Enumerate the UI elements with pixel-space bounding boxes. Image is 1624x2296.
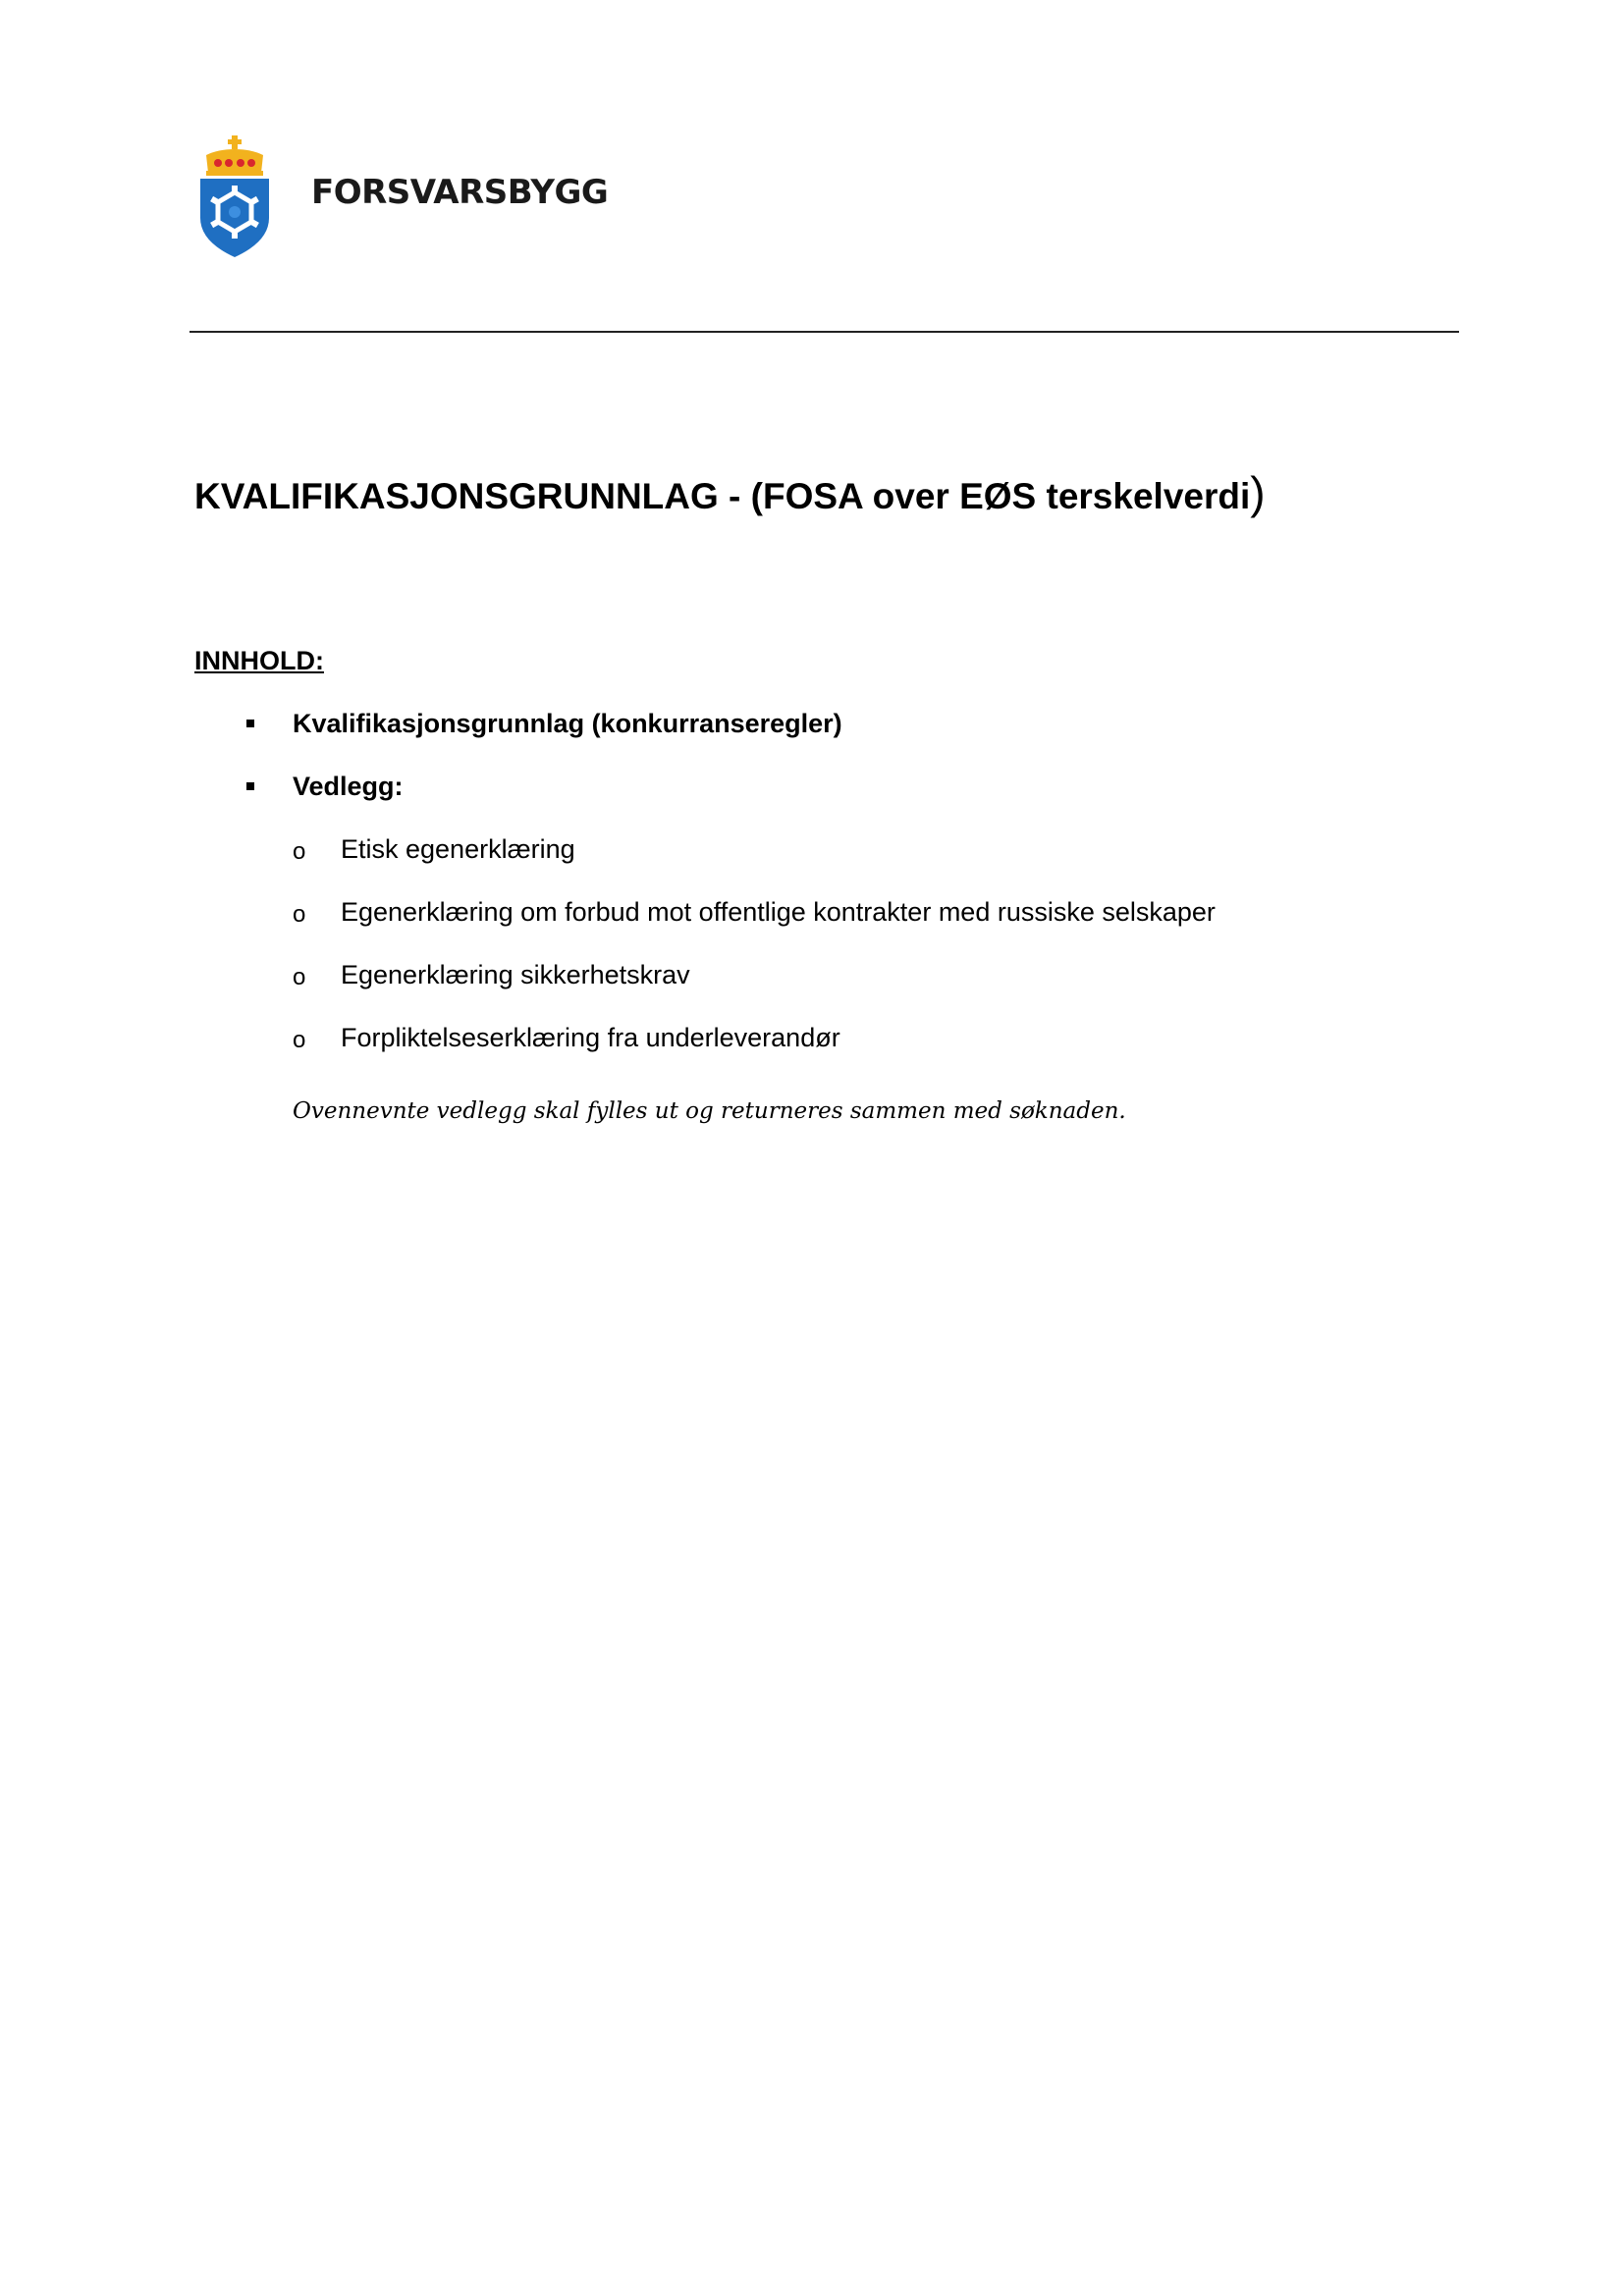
contents-item-attachments: Vedlegg: [293, 772, 404, 801]
document-title-close-paren: ) [1250, 467, 1266, 518]
forsvarsbygg-logo-icon [198, 135, 271, 259]
attachment-item: Forpliktelseserklæring fra underleverandør [341, 1023, 840, 1052]
circle-bullet-icon: o [293, 1027, 306, 1053]
attachments-note: Ovennevnte vedlegg skal fylles ut og returneres sammen med søknaden. [293, 1098, 1126, 1124]
attachment-item: Egenerklæring om forbud mot offentlige kontrakter med russiske selskaper [341, 897, 1216, 927]
attachment-item: Etisk egenerklæring [341, 834, 575, 864]
logo-wordmark: FORSVARSBYGG [311, 173, 609, 212]
circle-bullet-icon: o [293, 964, 306, 990]
document-title [194, 469, 1266, 520]
square-bullet-icon [246, 782, 254, 790]
circle-bullet-icon: o [293, 838, 306, 865]
contents-heading: INNHOLD: [194, 646, 324, 675]
header-divider [189, 331, 1459, 333]
square-bullet-icon [246, 720, 254, 727]
circle-bullet-icon: o [293, 901, 306, 928]
attachment-item: Egenerklæring sikkerhetskrav [341, 960, 690, 989]
document-title-text: KVALIFIKASJONSGRUNNLAG - (FOSA over EØS terskelverdi [194, 476, 1251, 516]
contents-item-qualification: Kvalifikasjonsgrunnlag (konkurranseregler) [293, 709, 842, 738]
